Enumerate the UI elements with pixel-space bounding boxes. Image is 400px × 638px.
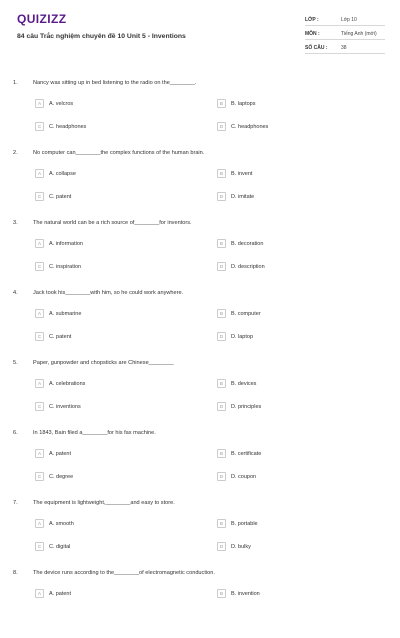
option-label: B. certificate	[231, 450, 262, 457]
meta-label: MÔN :	[305, 30, 320, 37]
option-label: D. description	[231, 263, 265, 270]
answer-option[interactable]	[35, 589, 71, 598]
option-letter-box: C	[35, 402, 44, 411]
option-letter-box: A	[35, 519, 44, 528]
question-text: The equipment is lightweight,________and easy to store.	[33, 500, 175, 506]
option-letter-box: B	[217, 239, 226, 248]
option-label: A. patent	[49, 590, 72, 597]
option-letter-box: A	[35, 449, 44, 458]
option-label: A. celebrations	[49, 380, 86, 387]
answer-option[interactable]	[217, 309, 261, 318]
answer-option[interactable]	[35, 519, 74, 528]
question-item	[0, 428, 400, 498]
meta-row-subject	[305, 28, 385, 40]
option-label: B. computer	[231, 310, 261, 317]
meta-row-class	[305, 14, 385, 26]
option-letter-box: B	[217, 99, 226, 108]
answer-option[interactable]	[35, 379, 85, 388]
answer-option[interactable]	[35, 262, 81, 271]
option-label: B. invent	[231, 170, 253, 177]
option-letter-box: D	[217, 122, 226, 131]
question-item	[0, 358, 400, 428]
answer-option[interactable]	[35, 122, 86, 131]
option-label: B. invention	[231, 590, 260, 597]
option-label: C. inspiration	[49, 263, 82, 270]
answer-option[interactable]	[217, 402, 261, 411]
answer-option[interactable]	[217, 169, 252, 178]
question-text: The device runs according to the________of electromagnetic conduction.	[33, 570, 215, 576]
option-label: D. laptop	[231, 333, 254, 340]
question-number: 3.	[13, 220, 18, 226]
option-label: B. laptops	[231, 100, 256, 107]
option-letter-box: B	[217, 169, 226, 178]
option-label: C. digital	[49, 543, 71, 550]
option-letter-box: B	[217, 449, 226, 458]
option-letter-box: B	[217, 589, 226, 598]
question-text: Paper, gunpowder and chopsticks are Chinese________	[33, 360, 174, 366]
question-item	[0, 568, 400, 638]
answer-option[interactable]	[217, 589, 260, 598]
question-text: Jack took his________with him, so he could work anywhere.	[33, 290, 184, 296]
question-number: 6.	[13, 430, 18, 436]
question-item	[0, 78, 400, 148]
option-label: B. decoration	[231, 240, 264, 247]
option-label: D. coupon	[231, 473, 257, 480]
question-text: The natural world can be a rich source of________for inventors.	[33, 220, 192, 226]
question-number: 1.	[13, 80, 18, 86]
option-letter-box: D	[217, 332, 226, 341]
answer-option[interactable]	[35, 309, 81, 318]
answer-option[interactable]	[217, 192, 254, 201]
question-number: 2.	[13, 150, 18, 156]
option-letter-box: C	[35, 472, 44, 481]
option-label: D. bulky	[231, 543, 251, 550]
question-number: 8.	[13, 570, 18, 576]
question-text: No computer can________the complex functions of the human brain.	[33, 150, 205, 156]
question-text: Nancy was sitting up in bed listening to the radio on the________.	[33, 80, 197, 86]
answer-option[interactable]	[35, 169, 76, 178]
worksheet-title: 84 câu Trắc nghiệm chuyên đề 10 Unit 5 - Inventions	[17, 33, 186, 40]
option-label: A. velcros	[49, 100, 74, 107]
meta-label: LỚP :	[305, 16, 319, 23]
option-label: A. patent	[49, 450, 72, 457]
answer-option[interactable]	[35, 542, 70, 551]
option-label: D. principles	[231, 403, 262, 410]
answer-option[interactable]	[217, 379, 256, 388]
answer-option[interactable]	[35, 332, 71, 341]
option-label: C. degree	[49, 473, 74, 480]
option-label: C. headphones	[49, 123, 87, 130]
option-letter-box: A	[35, 379, 44, 388]
question-number: 4.	[13, 290, 18, 296]
option-label: B. portable	[231, 520, 258, 527]
answer-option[interactable]	[217, 519, 258, 528]
option-label: B. devices	[231, 380, 257, 387]
option-letter-box: D	[217, 402, 226, 411]
option-letter-box: D	[217, 262, 226, 271]
option-letter-box: C	[35, 332, 44, 341]
option-letter-box: A	[35, 309, 44, 318]
answer-option[interactable]	[217, 332, 253, 341]
question-text: In 1843, Bain filed a________for his fax machine.	[33, 430, 156, 436]
option-label: A. submarine	[49, 310, 82, 317]
option-letter-box: D	[217, 472, 226, 481]
question-number: 7.	[13, 500, 18, 506]
meta-value: Tiếng Anh (mới)	[341, 30, 377, 37]
option-letter-box: B	[217, 309, 226, 318]
answer-option[interactable]	[35, 472, 73, 481]
answer-option[interactable]	[217, 542, 251, 551]
option-label: A. smooth	[49, 520, 74, 527]
answer-option[interactable]	[217, 262, 265, 271]
question-item	[0, 498, 400, 568]
option-letter-box: C	[35, 122, 44, 131]
question-item	[0, 288, 400, 358]
meta-value: 38	[341, 44, 347, 51]
option-label: A. information	[49, 240, 83, 247]
answer-option[interactable]	[35, 99, 73, 108]
meta-row-count	[305, 42, 385, 54]
meta-label: SỐ CÂU :	[305, 44, 328, 51]
answer-option[interactable]	[35, 449, 71, 458]
option-letter-box: C	[35, 542, 44, 551]
question-item	[0, 148, 400, 218]
option-letter-box: C	[35, 192, 44, 201]
answer-option[interactable]	[217, 472, 256, 481]
option-label: C. headphones	[231, 123, 269, 130]
option-label: C. patent	[49, 333, 72, 340]
answer-option[interactable]	[217, 122, 268, 131]
option-letter-box: A	[35, 169, 44, 178]
option-label: D. imitate	[231, 193, 255, 200]
option-letter-box: B	[217, 379, 226, 388]
option-letter-box: D	[217, 192, 226, 201]
answer-option[interactable]	[217, 99, 255, 108]
option-label: A. collapse	[49, 170, 76, 177]
answer-option[interactable]	[35, 192, 71, 201]
meta-value: Lớp 10	[341, 16, 357, 23]
option-label: C. inventions	[49, 403, 81, 410]
answer-option[interactable]	[35, 239, 83, 248]
question-list	[0, 78, 400, 638]
question-number: 5.	[13, 360, 18, 366]
option-letter-box: A	[35, 589, 44, 598]
option-letter-box: A	[35, 239, 44, 248]
answer-option[interactable]	[217, 449, 261, 458]
quizizz-logo: QUIZIZZ	[17, 12, 67, 26]
option-label: C. patent	[49, 193, 72, 200]
question-item	[0, 218, 400, 288]
worksheet-meta	[305, 14, 385, 56]
option-letter-box: D	[217, 542, 226, 551]
answer-option[interactable]	[35, 402, 81, 411]
option-letter-box: A	[35, 99, 44, 108]
answer-option[interactable]	[217, 239, 263, 248]
option-letter-box: B	[217, 519, 226, 528]
option-letter-box: C	[35, 262, 44, 271]
